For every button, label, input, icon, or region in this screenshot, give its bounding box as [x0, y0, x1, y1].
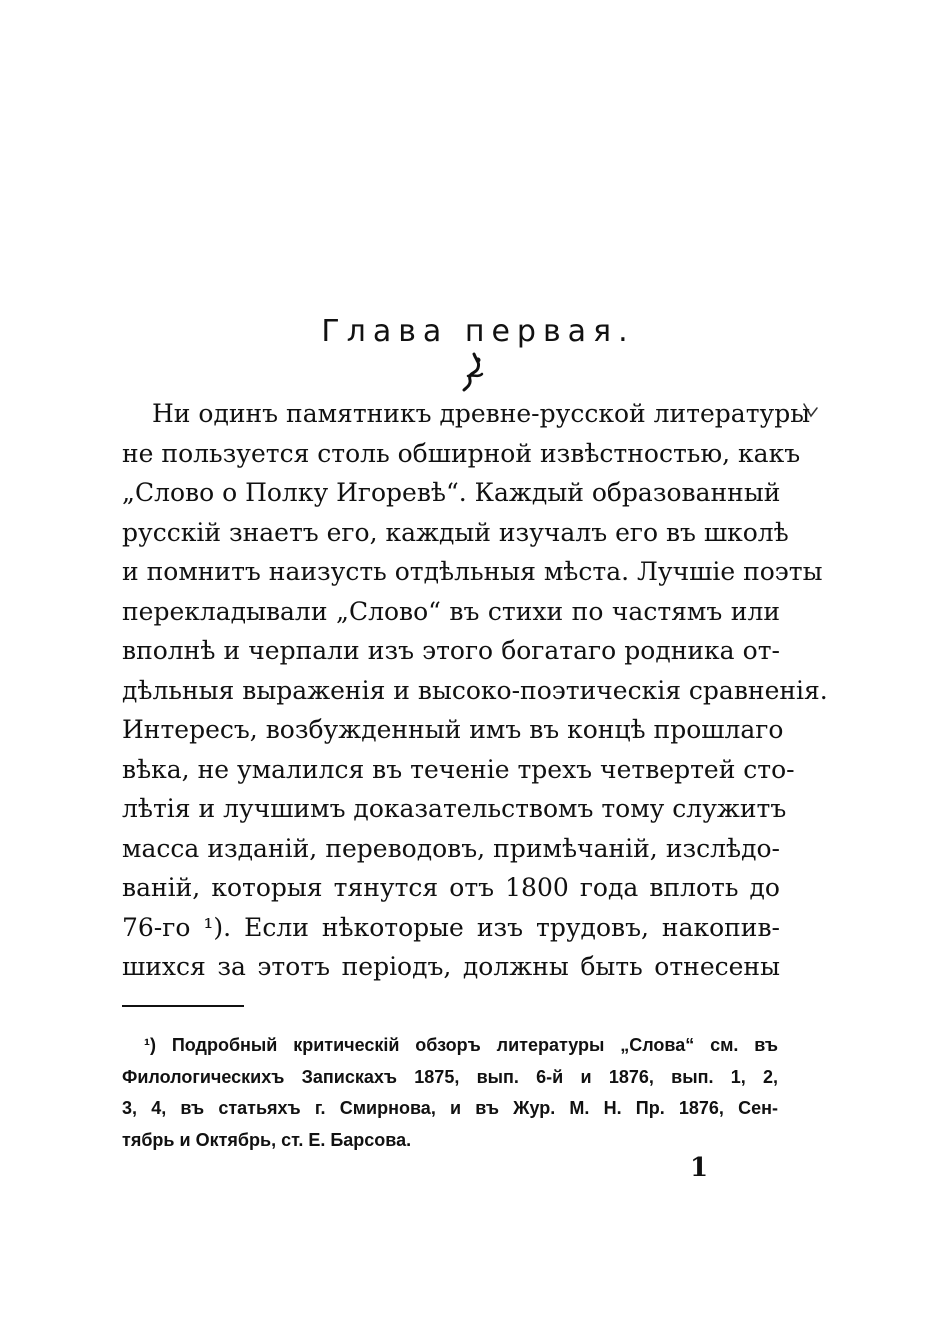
ornament-icon [458, 352, 490, 392]
text-line: не пользуется столь обширной извѣстностью, какъ [122, 438, 801, 468]
footnotes [122, 1030, 778, 1156]
text-line: ваній, которыя тянутся отъ 1800 года вплоть до [122, 873, 780, 902]
chapter-title: Глава первая. [321, 314, 635, 349]
footnote-line: тябрь и Октябрь, ст. Е. Барсова. [122, 1129, 412, 1150]
footnote-line: 3, 4, въ статьяхъ г. Смирнова, и въ Жур. М. Н. Пр. 1876, Сен- [122, 1098, 778, 1118]
text-line: перекладывали „Слово“ въ стихи по частямъ или [122, 596, 780, 626]
text-line: шихся за этотъ періодъ, должны быть отнесены [122, 952, 780, 981]
text-line: дѣльныя выраженія и высоко-поэтическія сравненія. [122, 675, 828, 705]
body-text [122, 394, 828, 987]
text-line: и помнитъ наизусть отдѣльныя мѣста. Лучшіе поэты [122, 557, 823, 586]
text-line: 76-го ¹). Если нѣкоторые изъ трудовъ, накопив- [122, 912, 780, 942]
text-line: Интересъ, возбужденный имъ въ концѣ прошлаго [122, 715, 784, 744]
footnote-line: ¹) Подробный критическій обзоръ литературы „Слова“ см. въ [144, 1035, 778, 1055]
footnote-line: Филологическихъ Запискахъ 1875, вып. 6-й и 1876, вып. 1, 2, [122, 1066, 778, 1087]
text-line: Ни одинъ памятникъ древне-русской литературы [152, 399, 811, 428]
page-number: 1 [690, 1153, 709, 1183]
text-line: „Слово о Полку Игоревѣ“. Каждый образованный [122, 478, 781, 507]
text-line: русскій знаетъ его, каждый изучалъ его въ школѣ [122, 517, 789, 547]
text-line: лѣтія и лучшимъ доказательствомъ тому служитъ [122, 794, 787, 823]
footnote-divider [122, 1005, 244, 1007]
text-line: масса изданій, переводовъ, примѣчаній, изслѣдо- [122, 833, 780, 863]
text-line: вѣка, не умалился въ теченіе трехъ четвертей сто- [122, 754, 795, 784]
text-line: вполнѣ и черпали изъ этого богатаго родника от- [122, 636, 780, 665]
